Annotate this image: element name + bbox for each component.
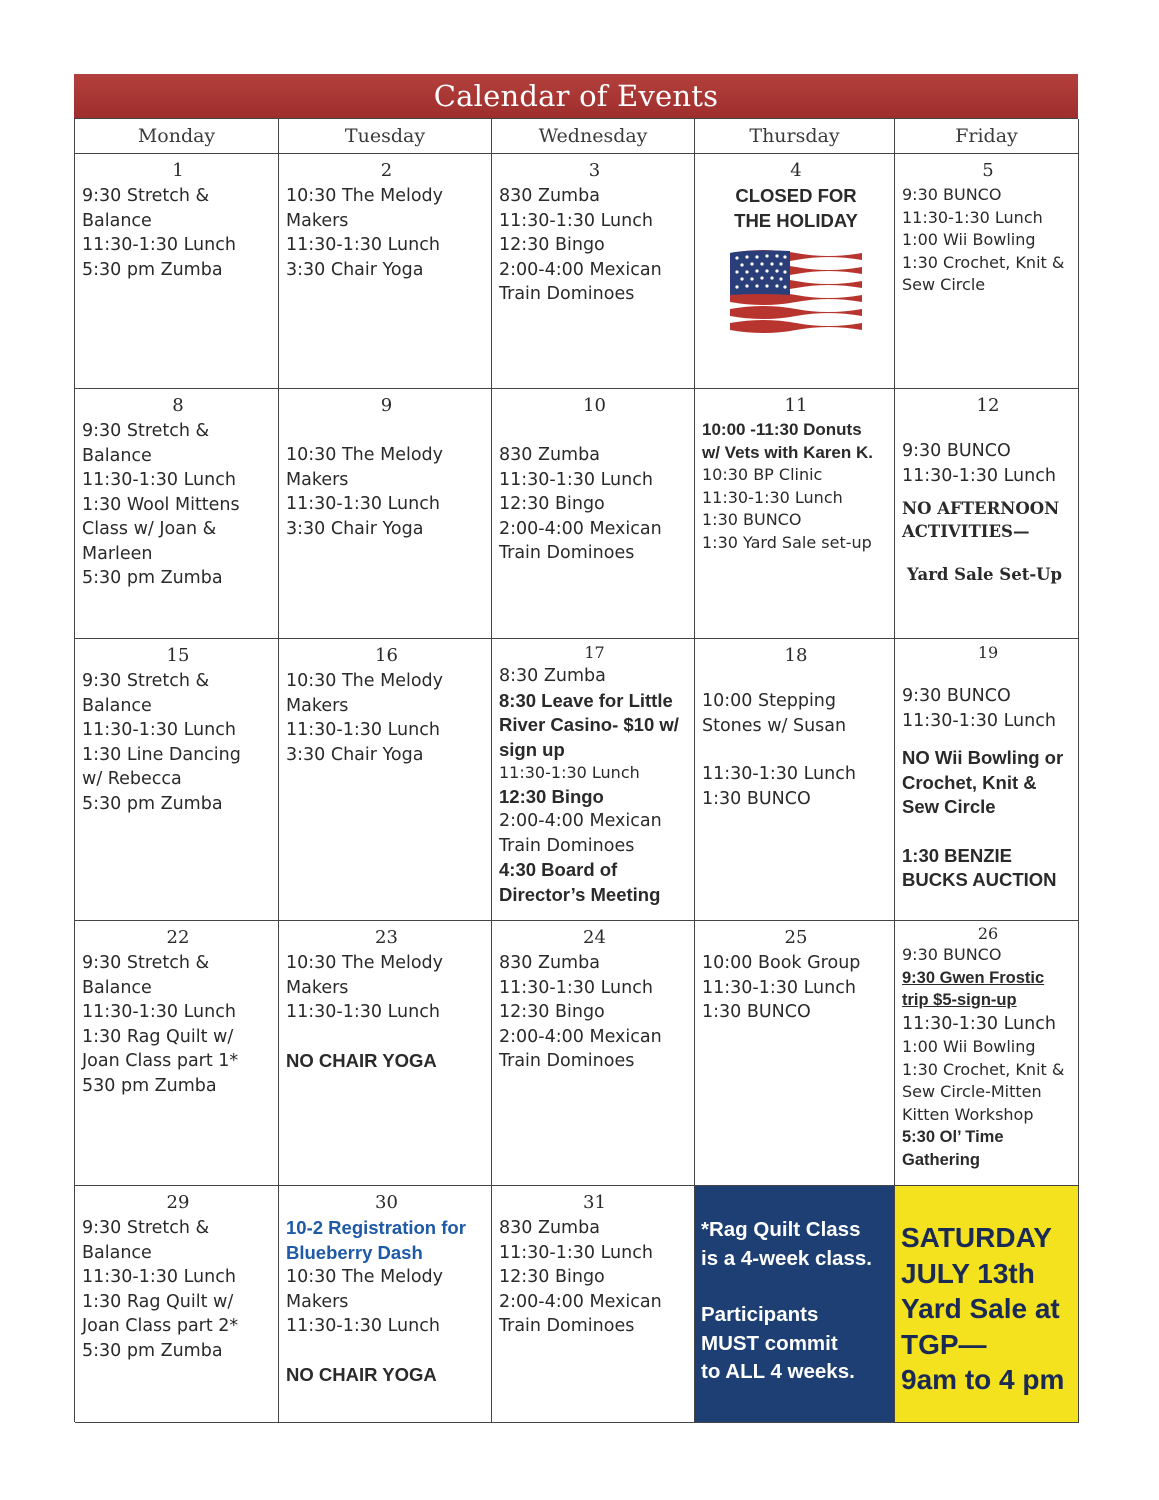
event: 11:30-1:30 Lunch bbox=[82, 235, 236, 255]
event: 1:00 Wii Bowling bbox=[902, 230, 1036, 249]
event: 5:30 pm Zumba bbox=[82, 1340, 223, 1361]
notice: NO AFTERNOON ACTIVITIES— bbox=[902, 499, 1060, 541]
day-number: 30 bbox=[375, 1192, 398, 1213]
day-number: 12 bbox=[976, 395, 1000, 416]
event: 10:30 The Melody Makers bbox=[286, 953, 444, 998]
day-number: 24 bbox=[583, 927, 606, 948]
event: 5:30 pm Zumba bbox=[82, 259, 223, 280]
event: 9:30 Gwen Frostic trip $5-sign-up bbox=[902, 968, 1045, 1009]
event: 5:30 pm Zumba bbox=[82, 568, 223, 588]
event: 10-2 Registration for Blueberry Dash bbox=[286, 1217, 466, 1263]
day-cell-10 bbox=[492, 389, 695, 639]
event: 830 Zumba bbox=[499, 1218, 600, 1238]
saturday-yard-sale-text: SATURDAY JULY 13th Yard Sale at TGP— 9am to 4 pm bbox=[901, 1222, 1065, 1395]
event: 11:30-1:30 Lunch bbox=[702, 487, 843, 507]
day-cell-5 bbox=[895, 154, 1079, 389]
event: 1:30 Line Dancing w/ Rebecca bbox=[82, 744, 241, 789]
notice: NO CHAIR YOGA bbox=[286, 1049, 437, 1071]
day-number: 18 bbox=[784, 645, 808, 666]
day-cell-23 bbox=[279, 921, 492, 1186]
day-cell-15 bbox=[75, 639, 279, 921]
event: 8:30 Zumba bbox=[499, 666, 606, 686]
event: 830 Zumba bbox=[499, 445, 600, 465]
day-cell-3 bbox=[492, 154, 695, 389]
event: 12:30 Bingo bbox=[499, 1267, 605, 1287]
event: 830 Zumba bbox=[499, 953, 600, 973]
event: 11:30-1:30 Lunch bbox=[499, 977, 653, 998]
day-number: 2 bbox=[380, 160, 393, 181]
event: 11:30-1:30 Lunch bbox=[286, 494, 440, 514]
event: 10:30 The Melody Makers bbox=[286, 671, 444, 716]
event: 2:00-4:00 Mexican Train Dominoes bbox=[499, 518, 662, 563]
header-thursday: Thursday bbox=[695, 119, 895, 154]
event: 11:30-1:30 Lunch bbox=[902, 465, 1056, 486]
event: 11:30-1:30 Lunch bbox=[82, 1267, 236, 1287]
day-number: 26 bbox=[977, 924, 999, 943]
event: 10:30 The Melody Makers bbox=[286, 1267, 444, 1312]
event: 12:30 Bingo bbox=[499, 494, 605, 514]
day-number: 31 bbox=[583, 1192, 606, 1213]
header-tuesday: Tuesday bbox=[279, 119, 492, 154]
event: 11:30-1:30 Lunch bbox=[286, 1316, 440, 1336]
day-cell-24 bbox=[492, 921, 695, 1186]
calendar-title: Calendar of Events bbox=[433, 79, 719, 113]
event: 9:30 Stretch & Balance bbox=[82, 186, 210, 231]
day-cell-29 bbox=[75, 1186, 279, 1423]
day-number: 10 bbox=[583, 395, 606, 416]
event: 11:30-1:30 Lunch bbox=[499, 763, 640, 782]
event: 2:00-4:00 Mexican Train Dominoes bbox=[499, 259, 662, 304]
event: 11:30-1:30 Lunch bbox=[902, 1013, 1056, 1034]
event: 1:30 Rag Quilt w/ Joan Class part 2* bbox=[82, 1291, 239, 1336]
event: 11:30-1:30 Lunch bbox=[286, 235, 440, 255]
event: 1:30 Crochet, Knit & Sew Circle-Mitten Kitten Workshop bbox=[902, 1059, 1065, 1124]
event: 11:30-1:30 Lunch bbox=[902, 207, 1043, 227]
closed-notice: CLOSED FOR THE HOLIDAY bbox=[734, 185, 858, 231]
day-cell-4 bbox=[695, 154, 895, 389]
event: 1:30 Yard Sale set-up bbox=[702, 532, 872, 552]
event: 10:30 BP Clinic bbox=[702, 465, 823, 484]
event: 4:30 Board of Director’s Meeting bbox=[499, 859, 661, 905]
notice: Yard Sale Set-Up bbox=[907, 565, 1063, 584]
event: 1:30 Wool Mittens Class w/ Joan & Marleen bbox=[82, 494, 240, 564]
event: 10:00 Book Group bbox=[702, 953, 861, 973]
day-cell-22 bbox=[75, 921, 279, 1186]
day-cell-16 bbox=[279, 639, 492, 921]
day-cell-26 bbox=[895, 921, 1079, 1186]
event: 3:30 Chair Yoga bbox=[286, 518, 424, 539]
event: 12:30 Bingo bbox=[499, 785, 604, 807]
rag-quilt-notice-box bbox=[695, 1186, 895, 1423]
day-number: 15 bbox=[166, 645, 190, 666]
day-cell-19 bbox=[895, 639, 1079, 921]
event: 8:30 Leave for Little River Casino- $10 w/ sign up bbox=[499, 689, 679, 760]
event: 11:30-1:30 Lunch bbox=[499, 210, 653, 231]
day-cell-18 bbox=[695, 639, 895, 921]
event: 1:30 Rag Quilt w/ Joan Class part 1* bbox=[82, 1026, 239, 1071]
event: 11:30-1:30 Lunch bbox=[902, 710, 1056, 731]
event: 1:30 BUNCO bbox=[702, 1002, 811, 1022]
event: 9:30 BUNCO bbox=[902, 185, 1002, 204]
header-friday: Friday bbox=[895, 119, 1079, 154]
day-number: 4 bbox=[790, 160, 802, 181]
day-number: 23 bbox=[375, 927, 398, 948]
event: 3:30 Chair Yoga bbox=[286, 259, 424, 280]
event: 11:30-1:30 Lunch bbox=[499, 469, 653, 490]
notice: NO CHAIR YOGA bbox=[286, 1363, 437, 1385]
event: 10:30 The Melody Makers bbox=[286, 186, 444, 231]
rag-quilt-notice: *Rag Quilt Class is a 4-week class. bbox=[701, 1218, 872, 1270]
day-number: 8 bbox=[172, 395, 184, 416]
day-cell-12 bbox=[895, 389, 1079, 639]
day-number: 5 bbox=[982, 160, 994, 181]
day-cell-9 bbox=[279, 389, 492, 639]
event: 5:30 Ol’ Time Gathering bbox=[902, 1128, 1004, 1169]
event: 11:30-1:30 Lunch bbox=[286, 1002, 440, 1022]
saturday-yard-sale-box bbox=[895, 1186, 1079, 1423]
day-number: 25 bbox=[784, 927, 808, 948]
event: 11:30-1:30 Lunch bbox=[702, 764, 856, 784]
day-number: 9 bbox=[380, 395, 393, 416]
day-number: 1 bbox=[172, 160, 184, 181]
day-number: 17 bbox=[584, 643, 605, 662]
event: 830 Zumba bbox=[499, 186, 600, 206]
event: 10:00 Stepping Stones w/ Susan bbox=[702, 691, 847, 736]
day-cell-2 bbox=[279, 154, 492, 389]
event: 10:00 -11:30 Donuts w/ Vets with Karen K. bbox=[702, 420, 873, 462]
day-number: 16 bbox=[375, 645, 398, 666]
american-flag-icon bbox=[728, 245, 864, 337]
event: 3:30 Chair Yoga bbox=[286, 744, 424, 765]
day-cell-30 bbox=[279, 1186, 492, 1423]
event: 11:30-1:30 Lunch bbox=[702, 977, 856, 998]
day-number: 29 bbox=[166, 1192, 190, 1213]
day-cell-1 bbox=[75, 154, 279, 389]
notice: 1:30 BENZIE BUCKS AUCTION bbox=[902, 844, 1057, 890]
event: 10:30 The Melody Makers bbox=[286, 445, 444, 490]
day-cell-25 bbox=[695, 921, 895, 1186]
event: 11:30-1:30 Lunch bbox=[286, 720, 440, 740]
event: 12:30 Bingo bbox=[499, 235, 605, 255]
event: 12:30 Bingo bbox=[499, 1002, 605, 1022]
event: 9:30 Stretch & Balance bbox=[82, 421, 210, 466]
day-cell-17 bbox=[492, 639, 695, 921]
calendar bbox=[74, 74, 1078, 1422]
event: 1:30 Crochet, Knit & Sew Circle bbox=[902, 252, 1065, 294]
event: 9:30 BUNCO bbox=[902, 686, 1011, 706]
event: 9:30 Stretch & Balance bbox=[82, 953, 210, 998]
header-monday: Monday bbox=[75, 119, 279, 154]
event: 5:30 pm Zumba bbox=[82, 793, 223, 814]
event: 1:30 BUNCO bbox=[702, 788, 811, 809]
event: 11:30-1:30 Lunch bbox=[82, 720, 236, 740]
commit-notice: Participants MUST commit to ALL 4 weeks. bbox=[701, 1303, 855, 1383]
event: 2:00-4:00 Mexican Train Dominoes bbox=[499, 1026, 662, 1071]
day-number: 19 bbox=[977, 643, 999, 662]
event: 11:30-1:30 Lunch bbox=[82, 1002, 236, 1022]
day-number: 3 bbox=[588, 160, 601, 181]
event: 1:30 BUNCO bbox=[702, 510, 802, 529]
event: 2:00-4:00 Mexican Train Dominoes bbox=[499, 1291, 662, 1336]
event: 1:00 Wii Bowling bbox=[902, 1037, 1036, 1056]
event: 530 pm Zumba bbox=[82, 1075, 217, 1096]
day-cell-11 bbox=[695, 389, 895, 639]
header-wednesday: Wednesday bbox=[492, 119, 695, 154]
event: 11:30-1:30 Lunch bbox=[499, 1242, 653, 1263]
day-number: 22 bbox=[166, 927, 190, 948]
notice: NO Wii Bowling or Crochet, Knit & Sew Circle bbox=[902, 747, 1064, 817]
day-number: 11 bbox=[784, 395, 808, 416]
calendar-grid bbox=[74, 118, 1078, 1422]
event: 9:30 Stretch & Balance bbox=[82, 1218, 210, 1263]
calendar-banner bbox=[74, 74, 1078, 118]
event: 11:30-1:30 Lunch bbox=[82, 470, 236, 490]
day-cell-8 bbox=[75, 389, 279, 639]
event: 9:30 BUNCO bbox=[902, 945, 1002, 964]
event: 9:30 BUNCO bbox=[902, 441, 1011, 461]
event: 2:00-4:00 Mexican Train Dominoes bbox=[499, 811, 662, 856]
event: 9:30 Stretch & Balance bbox=[82, 671, 210, 716]
day-cell-31 bbox=[492, 1186, 695, 1423]
